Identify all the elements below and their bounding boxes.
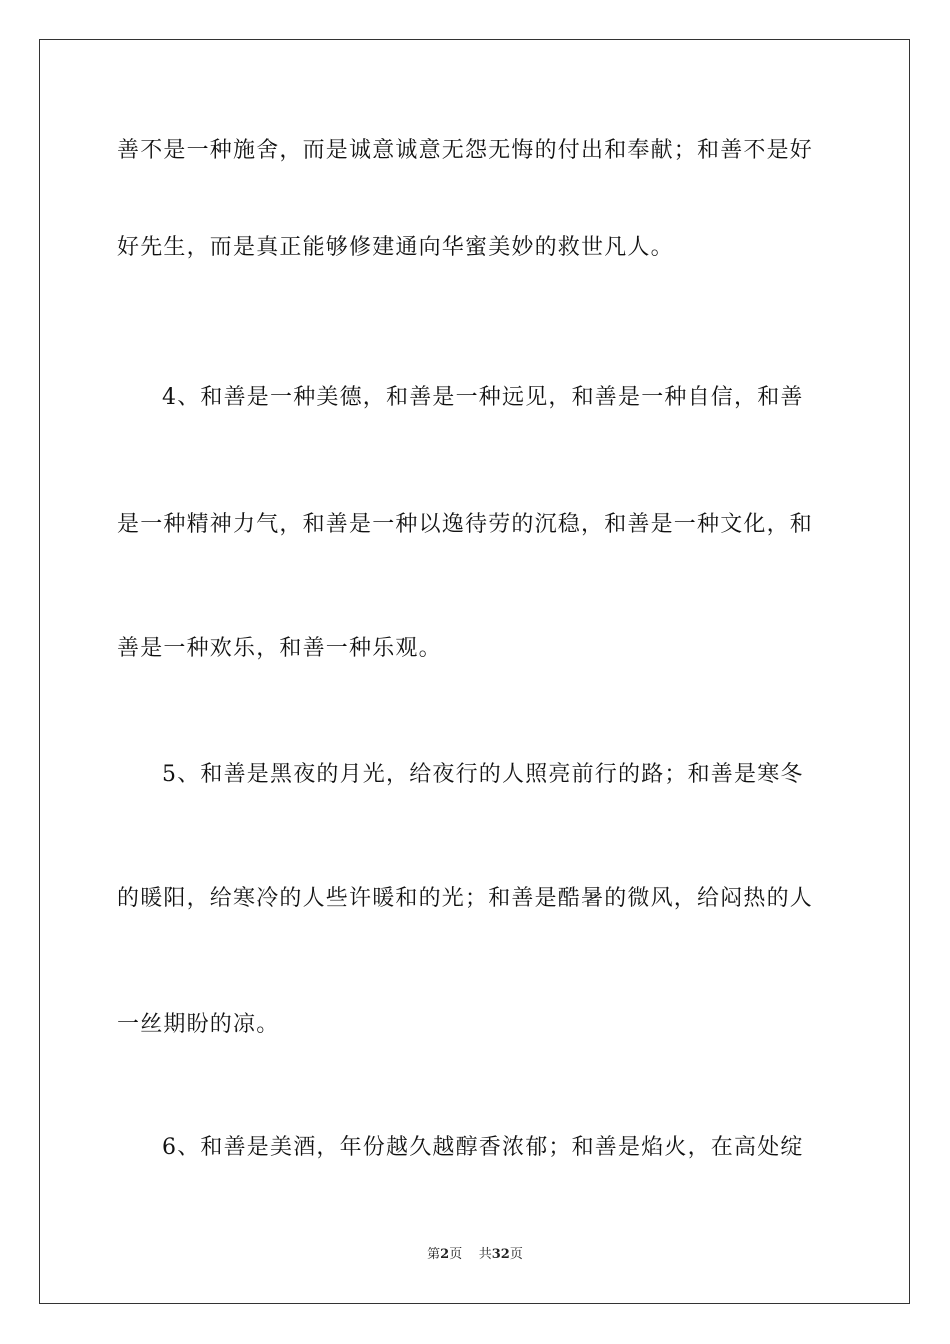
page-prefix: 第 bbox=[427, 1247, 441, 1262]
page-footer bbox=[0, 1246, 950, 1264]
page-suffix: 页 bbox=[449, 1247, 463, 1262]
text-line-2: 好先生，而是真正能够修建通向华蜜美妙的救世凡人。 bbox=[117, 235, 674, 260]
total-prefix: 共 bbox=[478, 1247, 492, 1262]
total-pages: 32 bbox=[491, 1247, 510, 1262]
page-frame bbox=[39, 39, 910, 1304]
text-line-6: 5、和善是黑夜的月光，给夜行的人照亮前行的路；和善是寒冬 bbox=[162, 762, 804, 787]
text-line-5: 善是一种欢乐，和善一种乐观。 bbox=[117, 636, 442, 661]
text-line-1: 善不是一种施舍，而是诚意诚意无怨无悔的付出和奉献；和善不是好 bbox=[117, 138, 814, 163]
text-line-8: 一丝期盼的凉。 bbox=[117, 1012, 280, 1037]
page-number: 2 bbox=[440, 1247, 450, 1262]
text-line-9: 6、和善是美酒，年份越久越醇香浓郁；和善是焰火，在高处绽 bbox=[162, 1135, 804, 1160]
text-line-3: 4、和善是一种美德，和善是一种远见，和善是一种自信，和善 bbox=[162, 385, 804, 410]
text-line-4: 是一种精神力气，和善是一种以逸待劳的沉稳，和善是一种文化，和 bbox=[117, 512, 814, 537]
total-suffix: 页 bbox=[509, 1247, 523, 1262]
text-line-7: 的暖阳，给寒冷的人些许暖和的光；和善是酷暑的微风，给闷热的人 bbox=[117, 886, 814, 911]
